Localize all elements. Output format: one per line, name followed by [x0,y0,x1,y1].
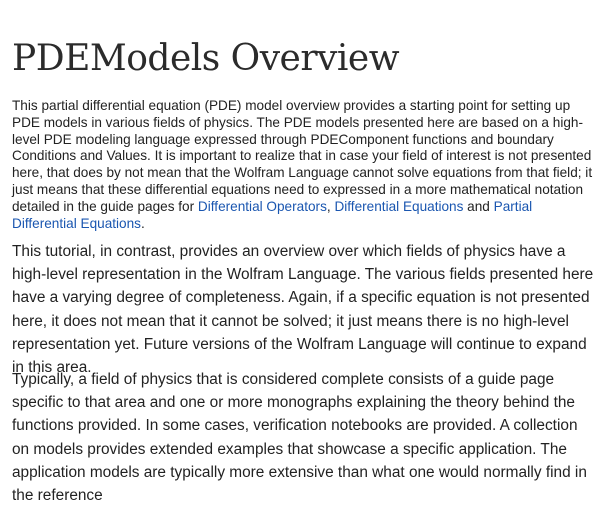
link-differential-operators[interactable]: Differential Operators [197,198,327,214]
tutorial-paragraph: This tutorial, in contrast, provides an overview over which fields of physics have a high-level representation in the Wolfram Language. The various fields presented here have a varying degree of completeness. Again, if a specific equation is not presented here, it does not mean that it cannot be solved; it just means there is no high-level representation yet. Future versions of the Wolfram Language will continue to expand in this area. [12,243,594,377]
link-differential-equations[interactable]: Differential Equations [334,198,464,214]
intro-separator-2: and [463,198,494,214]
field-completeness-paragraph: Typically, a field of physics that is considered complete consists of a guide page specific to that area and one or more monographs explaining the theory behind the functions provided. In some cases, verification notebooks are provided. A collection on models provides extended examples that showcase a specific application. The application models are typically more extensive than what one would normally find in the reference [12,371,587,505]
intro-period: . [140,215,145,231]
intro-separator-1: , [326,198,335,214]
link-partial-differential-equations[interactable]: Partial Differential Equations [12,198,533,231]
intro-text: This partial differential equation (PDE) model overview provides a starting point for setting up PDE models in various fields of physics. The PDE models presented here are based on a high-level PDE modeling language expressed through PDEComponent functions and boundary Conditions and Values. It is important to realize that in case your field of interest is not presented here, that does by not mean that the Wolfram Language cannot solve equations from that field; it just means that these differential equations need to expressed in a more mathematical notation detailed in the guide pages for [12,98,593,214]
intro-paragraph [12,98,597,232]
page-title: PDEModels Overview [12,38,400,79]
